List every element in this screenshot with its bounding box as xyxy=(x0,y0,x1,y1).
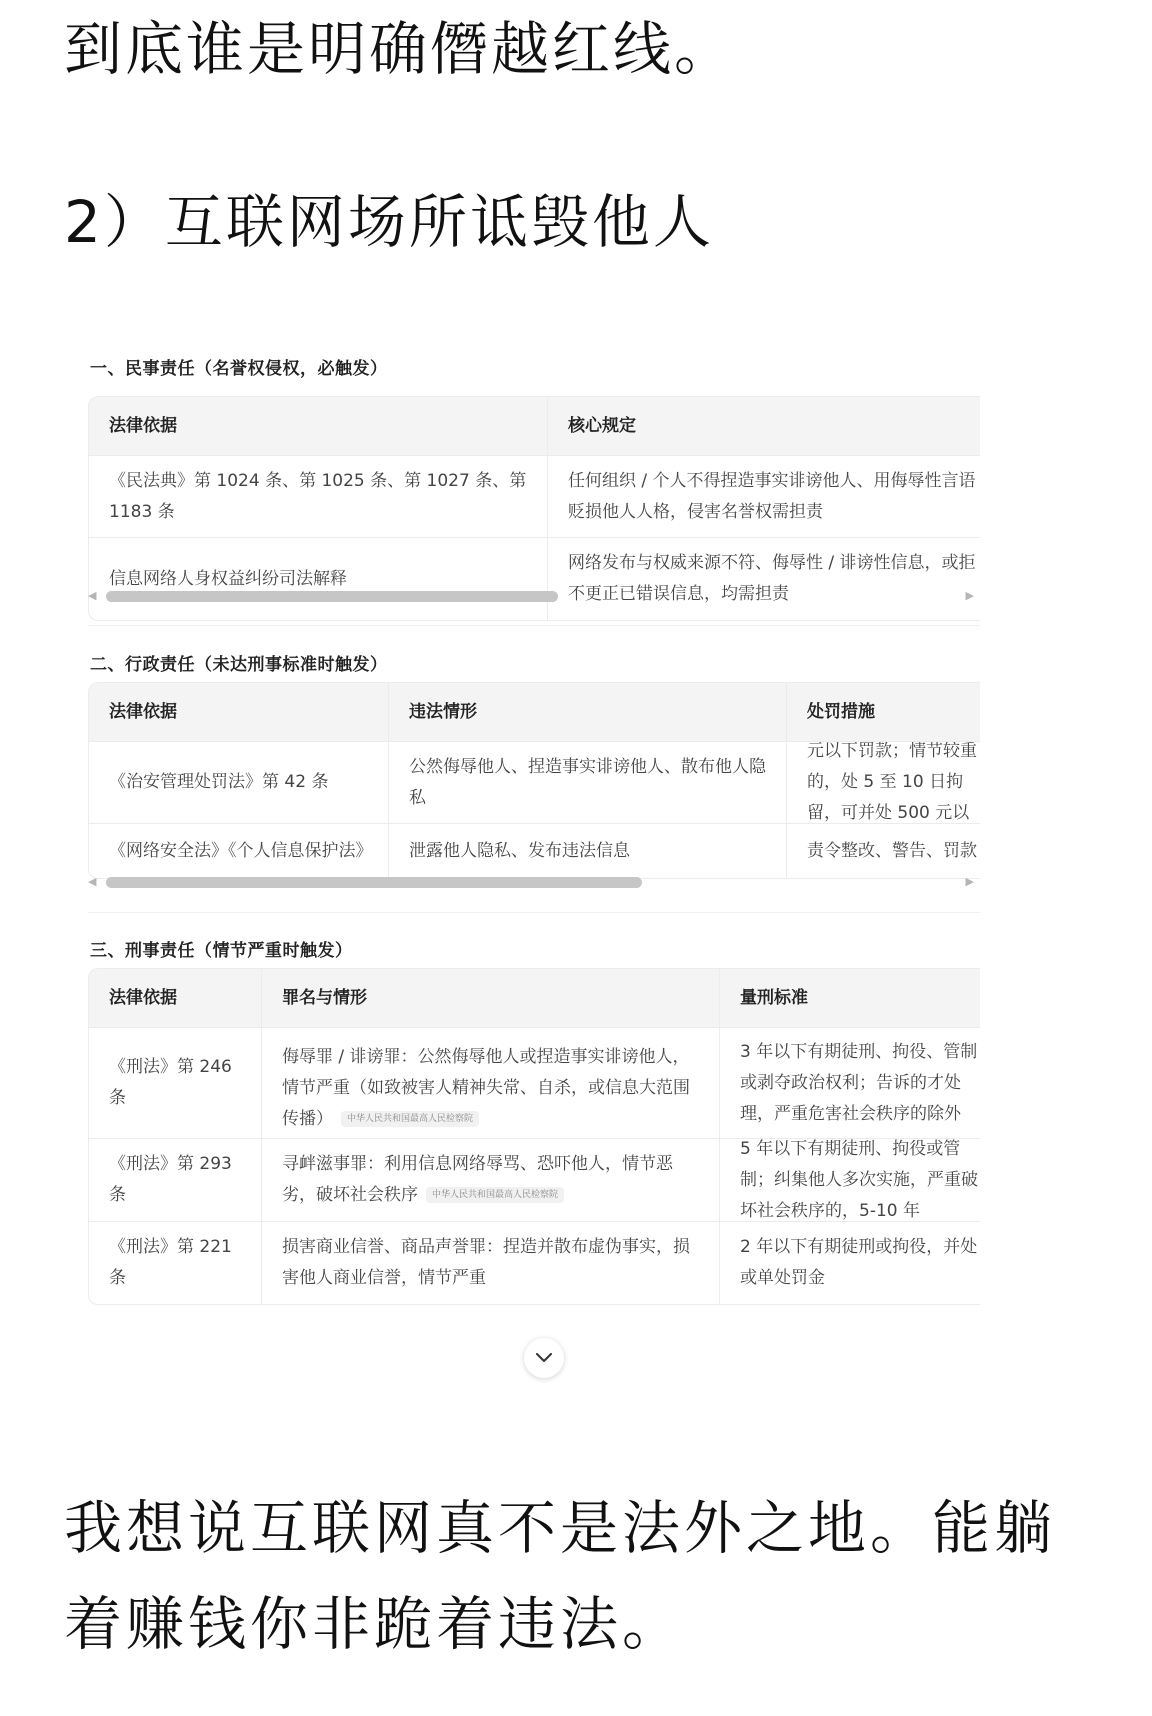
table-row xyxy=(89,741,980,823)
administrative-table xyxy=(88,682,980,879)
table-header-row xyxy=(89,397,980,455)
table-cell: 责令整改、警告、罚款 xyxy=(786,824,980,878)
header-cell: 违法情形 xyxy=(388,683,786,741)
table-row xyxy=(89,1221,980,1304)
table-row xyxy=(89,1027,980,1138)
table-cell: 公然侮辱他人、捏造事实诽谤他人、散布他人隐私 xyxy=(388,742,786,823)
header-cell: 核心规定 xyxy=(547,397,980,455)
table-cell: 《刑法》第 221 条 xyxy=(109,1237,232,1288)
table-row xyxy=(89,1138,980,1221)
table-cell: 信息网络人身权益纠纷司法解释 xyxy=(109,568,347,589)
table-header-row xyxy=(89,969,980,1027)
closing-paragraph: 我想说互联网真不是法外之地。能躺着赚钱你非跪着违法。 xyxy=(64,1494,1057,1658)
table-cell: 损害商业信誉、商品声誉罪：捏造并散布虚伪事实，损害他人商业信誉，情节严重 xyxy=(261,1222,719,1304)
expand-button[interactable] xyxy=(524,1338,564,1378)
header-cell: 罪名与情形 xyxy=(261,969,719,1027)
header-cell: 法律依据 xyxy=(109,987,177,1008)
section-divider xyxy=(88,912,980,913)
table-cell: 《民法典》第 1024 条、第 1025 条、第 1027 条、第 1183 条 xyxy=(109,470,527,522)
source-tag[interactable]: 中华人民共和国最高人民检察院 xyxy=(426,1187,564,1203)
table-cell: 3 年以下有期徒刑、拘役、管制或剥夺政治权利；告诉的才处理，严重危害社会秩序的除外 xyxy=(719,1028,980,1138)
header-cell: 处罚措施 xyxy=(786,683,980,741)
embedded-law-table-screenshot xyxy=(88,354,980,1406)
table-row xyxy=(89,823,980,878)
administrative-liability-section xyxy=(88,650,980,908)
table-cell: 5 年以下有期徒刑、拘役或管制；纠集他人多次实施，严重破坏社会秩序的，5-10 年 xyxy=(719,1139,980,1221)
civil-section-title: 一、民事责任（名誉权侵权，必触发） xyxy=(90,359,388,379)
section-title: 2）互联网场所诋毁他人 xyxy=(64,188,714,256)
administrative-table-scrollbar[interactable] xyxy=(88,872,980,892)
table-cell: 元以下罚款；情节较重的，处 5 至 10 日拘留，可并处 500 元以 xyxy=(786,742,980,823)
civil-table-scrollbar[interactable] xyxy=(88,586,980,606)
administrative-section-title: 二、行政责任（未达刑事标准时触发） xyxy=(90,655,388,675)
table-cell: 《刑法》第 293 条 xyxy=(109,1154,232,1205)
scrollbar-thumb[interactable] xyxy=(106,877,642,888)
table-header-row xyxy=(89,683,980,741)
table-cell: 《网络安全法》《个人信息保护法》 xyxy=(109,840,373,861)
header-cell: 法律依据 xyxy=(109,701,177,722)
criminal-section-title: 三、刑事责任（情节严重时触发） xyxy=(90,941,353,961)
table-cell: 《治安管理处罚法》第 42 条 xyxy=(109,772,329,792)
table-row xyxy=(89,537,980,620)
table-cell: 2 年以下有期徒刑或拘役，并处或单处罚金 xyxy=(719,1222,980,1304)
header-cell: 法律依据 xyxy=(109,415,177,436)
table-cell: 任何组织 / 个人不得捏造事实诽谤他人、用侮辱性言语贬损他人人格，侵害名誉权需担责 xyxy=(547,456,980,537)
table-cell: 寻衅滋事罪：利用信息网络辱骂、恐吓他人，情节恶劣，破坏社会秩序 中华人民共和国最高人民检察院 xyxy=(261,1139,719,1221)
scrollbar-thumb[interactable] xyxy=(106,591,558,602)
chevron-down-icon xyxy=(536,1353,552,1363)
triangle-right-icon[interactable]: ▶ xyxy=(965,875,974,888)
table-cell: 泄露他人隐私、发布违法信息 xyxy=(388,824,786,878)
table-cell: 《刑法》第 246 条 xyxy=(109,1057,232,1108)
triangle-left-icon[interactable]: ◀ xyxy=(88,875,97,888)
source-tag[interactable]: 中华人民共和国最高人民检察院 xyxy=(341,1111,479,1127)
section-divider xyxy=(88,625,980,626)
civil-liability-section xyxy=(88,354,980,624)
triangle-right-icon[interactable]: ▶ xyxy=(965,589,974,602)
header-cell: 量刑标准 xyxy=(719,969,980,1027)
triangle-left-icon[interactable]: ◀ xyxy=(88,589,97,602)
table-cell: 侮辱罪 / 诽谤罪：公然侮辱他人或捏造事实诽谤他人，情节严重（如致被害人精神失常、自杀，或信息大范围传播） 中华人民共和国最高人民检察院 xyxy=(261,1028,719,1138)
criminal-liability-section xyxy=(88,936,980,1406)
table-row xyxy=(89,455,980,537)
table-cell: 网络发布与权威来源不符、侮辱性 / 诽谤性信息，或拒不更正已错误信息，均需担责 xyxy=(547,538,980,620)
intro-line: 到底谁是明确僭越红线。 xyxy=(64,15,736,83)
criminal-table xyxy=(88,968,980,1305)
